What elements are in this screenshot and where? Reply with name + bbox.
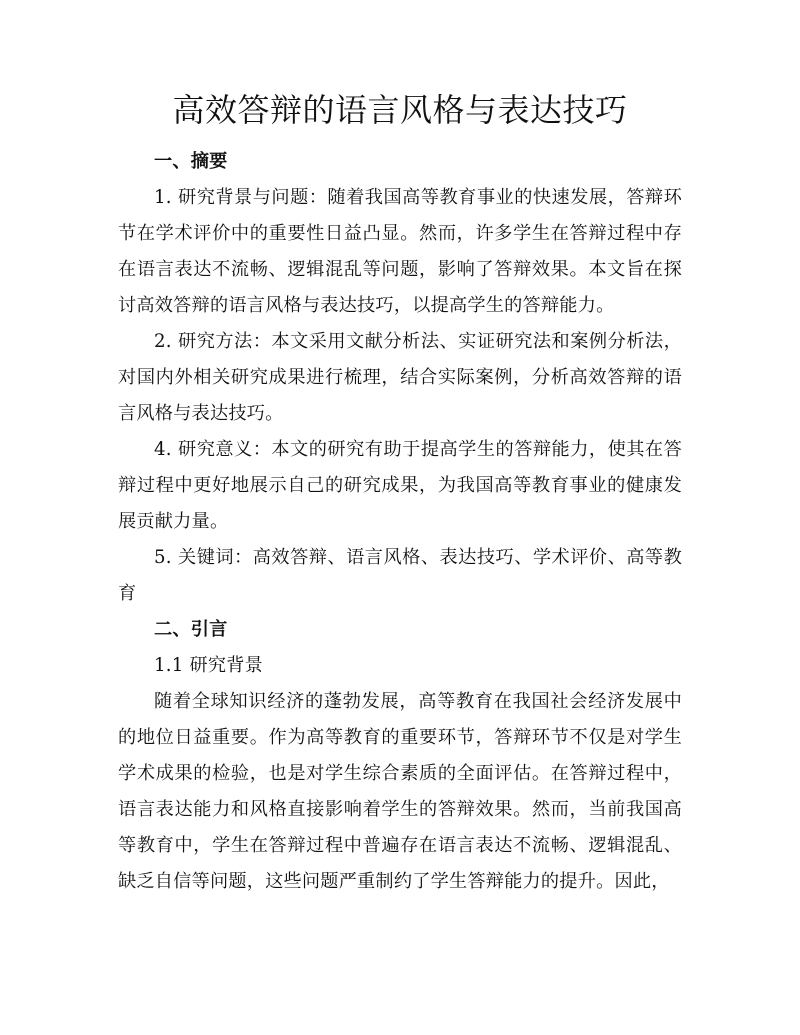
document-body <box>118 144 682 900</box>
abstract-paragraph-keywords: 5. 关键词：高效答辩、语言风格、表达技巧、学术评价、高等教育 <box>118 547 682 604</box>
abstract-paragraph-significance: 4. 研究意义：本文的研究有助于提高学生的答辩能力，使其在答辩过程中更好地展示自己的研究成果，为我国高等教育事业的健康发展贡献力量。 <box>118 439 682 532</box>
document-title: 高效答辩的语言风格与表达技巧 <box>172 91 628 129</box>
intro-paragraph-background: 随着全球知识经济的蓬勃发展，高等教育在我国社会经济发展中的地位日益重要。作为高等教育的重要环节，答辩环节不仅是对学生学术成果的检验，也是对学生综合素质的全面评估。在答辩过程中，语言表达能力和风格直接影响着学生的答辩效果。然而，当前我国高等教育中，学生在答辩过程中普遍存在语言表达不流畅、逻辑混乱、缺乏自信等问题，这些问题严重制约了学生答辩能力的提升。因此， <box>118 691 682 892</box>
abstract-paragraph-background: 1. 研究背景与问题：随着我国高等教育事业的快速发展，答辩环节在学术评价中的重要性日益凸显。然而，许多学生在答辩过程中存在语言表达不流畅、逻辑混乱等问题，影响了答辩效果。本文旨在探讨高效答辩的语言风格与表达技巧，以提高学生的答辩能力。 <box>118 187 682 316</box>
section-heading-abstract: 一、摘要 <box>154 151 228 172</box>
abstract-paragraph-method: 2. 研究方法：本文采用文献分析法、实证研究法和案例分析法，对国内外相关研究成果进行梳理，结合实际案例，分析高效答辩的语言风格与表达技巧。 <box>118 331 682 424</box>
section-heading-intro: 二、引言 <box>154 619 228 640</box>
intro-subheading-background: 1.1 研究背景 <box>154 655 264 676</box>
